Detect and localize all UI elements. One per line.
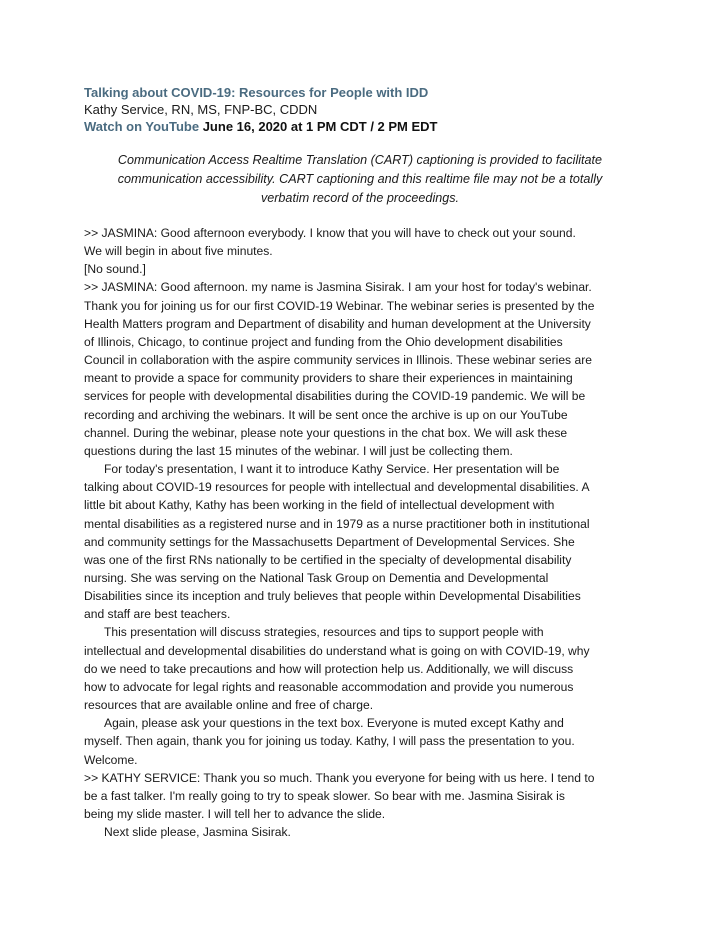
transcript-line: questions during the last 15 minutes of the webinar. I will just be collecting them. (84, 443, 513, 458)
transcript-line: For today's presentation, I want it to introduce Kathy Service. Her presentation will be (104, 462, 560, 477)
transcript-line: mental disabilities as a registered nurse and in 1979 as a nurse practitioner both in institutional (84, 516, 590, 531)
transcript-line: being my slide master. I will tell her to advance the slide. (84, 807, 386, 821)
transcript-line: myself. Then again, thank you for joining us today. Kathy, I will pass the presentation to you. (84, 734, 575, 749)
transcript-line: nursing. She was serving on the National Task Group on Dementia and Developmental (84, 570, 549, 585)
transcript-line: meant to provide a space for community providers to share their experiences in maintaining (84, 371, 573, 386)
transcript-line: >> KATHY SERVICE: Thank you so much. Thank you everyone for being with us here. I tend to (84, 770, 595, 785)
transcript-line: Thank you for joining us for our first COVID-19 Webinar. The webinar series is presented by the (84, 298, 595, 313)
transcript-line: [No sound.] (84, 262, 146, 277)
watch-line (84, 118, 438, 135)
transcript-line: services for people with developmental disabilities during the COVID-19 pandemic. We will be (84, 389, 586, 404)
transcript-line: We will begin in about five minutes. (84, 244, 273, 259)
transcript-line: resources that are available online and free of charge. (84, 698, 374, 713)
youtube-link[interactable]: Watch on YouTube (84, 119, 200, 134)
cart-line: communication accessibility. CART captioning and this realtime file may not be a totally (117, 172, 603, 186)
transcript-line: of Illinois, Chicago, to continue project and funding from the Ohio development disabilities (84, 334, 563, 349)
transcript-line: recording and archiving the webinars. It will be sent once the archive is up on our YouTube (84, 407, 568, 422)
transcript-line: how to advocate for legal rights and reasonable accommodation and provide you numerous (84, 679, 574, 694)
transcript-line: was one of the first RNs nationally to be certified in the specialty of developmental disability (84, 552, 572, 567)
cart-line: verbatim record of the proceedings. (260, 191, 460, 205)
transcript-line: Next slide please, Jasmina Sisirak. (104, 825, 291, 840)
transcript-line: Welcome. (84, 752, 138, 767)
transcript-line: and community settings for the Massachusetts Department of Developmental Services. She (84, 534, 575, 549)
event-date: June 16, 2020 at 1 PM CDT / 2 PM EDT (202, 119, 438, 134)
transcript-line: Council in collaboration with the aspire community services in Illinois. These webinar series are (84, 353, 592, 368)
document-header (84, 84, 438, 135)
document-title: Talking about COVID-19: Resources for People with IDD (84, 85, 429, 100)
transcript-line: Disabilities since its inception and truly believes that people within Developmental Disabilities (84, 589, 581, 604)
transcript-line: talking about COVID-19 resources for people with intellectual and developmental disabilities. A (84, 480, 590, 495)
transcript-line: Again, please ask your questions in the text box. Everyone is muted except Kathy and (104, 716, 564, 731)
transcript-line: >> JASMINA: Good afternoon. my name is Jasmina Sisirak. I am your host for today's webinar. (84, 280, 592, 295)
transcript-body (84, 224, 644, 841)
transcript-line: channel. During the webinar, please note your questions in the chat box. We will ask these (84, 425, 568, 440)
speaker-line: Kathy Service, RN, MS, FNP-BC, CDDN (84, 102, 318, 117)
transcript-line: do we need to take precautions and how will protection help us. Additionally, we will discuss (84, 661, 574, 676)
transcript-line: little bit about Kathy, Kathy has been working in the field of intellectual development with (84, 498, 555, 513)
transcript-line: Health Matters program and Department of disability and human development at the University (84, 316, 591, 331)
cart-notice (84, 151, 636, 208)
transcript-line: intellectual and developmental disabilities do understand what is going on with COVID-19, why (84, 643, 590, 658)
transcript-line: and staff are best teachers. (84, 607, 231, 622)
transcript-line: be a fast talker. I'm really going to try to speak slower. So bear with me. Jasmina Sisirak is (84, 788, 565, 803)
transcript-line: This presentation will discuss strategies, resources and tips to support people with (104, 625, 544, 640)
cart-line: Communication Access Realtime Translation (CART) captioning is provided to facilitate (117, 153, 603, 167)
transcript-line: >> JASMINA: Good afternoon everybody. I know that you will have to check out your sound. (84, 226, 576, 240)
